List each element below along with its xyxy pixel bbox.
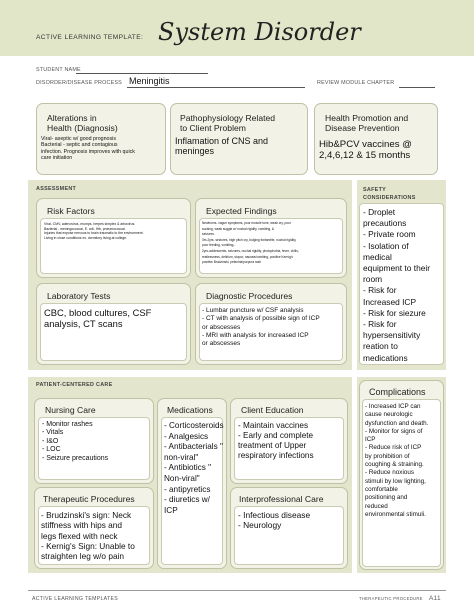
safety-text: - Droplet precautions - Private room - Isolation of medical equipment to their room - Risk for Increased ICP - Risk for siezure - Risk for hypersensitivity reation to medications	[363, 207, 431, 363]
pathophysiology-card	[170, 103, 308, 175]
safety-label: SAFETY CONSIDERATIONS	[363, 187, 416, 201]
alterations-card	[36, 103, 166, 175]
health-promotion-title: Health Promotion and Disease Prevention	[325, 113, 409, 133]
risk-factors-text: Viral- CMV, adenovirus, mumps, herpes simplex & arbovirus. Bacterial - meningococcal, E. coli, Hib, pneumococcal. Injuries that expose nervous to brain traumatic to the environment. Living in close conditions ex. dormitory living at college.	[44, 222, 144, 240]
alterations-text: Viral- aseptic w/ good prognosis Bacterial - septic and contagious infection. Prognosis improves with quick care initiation	[41, 136, 135, 161]
therapeutic-procedures-box	[38, 506, 150, 565]
diagnostic-procedures-box	[199, 303, 343, 361]
student-name-field[interactable]	[76, 73, 208, 74]
complications-card	[359, 380, 444, 570]
footer-divider	[28, 590, 446, 591]
interprofessional-care-card	[230, 487, 348, 569]
therapeutic-procedures-title: Therapeutic Procedures	[43, 494, 135, 504]
template-title: System Disorder	[158, 18, 361, 46]
diagnostic-procedures-title: Diagnostic Procedures	[206, 291, 293, 301]
nursing-care-box	[38, 417, 150, 480]
complications-title: Complications	[369, 387, 426, 397]
risk-factors-box	[40, 218, 187, 274]
client-education-text: - Maintain vaccines - Early and complete treatment of Upper respiratory infections	[238, 421, 314, 460]
health-promotion-text: Hib&PCV vaccines @ 2,4,6,12 & 15 months	[319, 139, 412, 161]
health-promotion-card	[314, 103, 438, 175]
diagnostic-procedures-card	[195, 283, 347, 365]
template-label: ACTIVE LEARNING TEMPLATE:	[36, 34, 144, 41]
laboratory-tests-box	[40, 303, 187, 361]
safety-section	[357, 180, 446, 370]
therapeutic-procedures-card	[34, 487, 154, 569]
nursing-care-title: Nursing Care	[45, 405, 96, 415]
safety-box	[359, 203, 444, 365]
footer-right: THERAPEUTIC PROCEDURE	[359, 596, 423, 601]
expected-findings-title: Expected Findings	[206, 206, 277, 216]
assessment-label: ASSESSMENT	[36, 186, 77, 192]
disorder-label: DISORDER/DISEASE PROCESS	[36, 80, 122, 86]
student-name-label: STUDENT NAME	[36, 67, 81, 73]
medications-box	[161, 417, 223, 565]
medications-title: Medications	[167, 405, 213, 415]
chapter-field[interactable]	[399, 87, 435, 88]
diagnostic-procedures-text: - Lumbar puncture w/ CSF analysis - CT with analysis of possible sign of ICP or abscesses - MRI with analysis for increased ICP or abscesses	[202, 307, 320, 348]
expected-findings-card	[195, 198, 347, 278]
risk-factors-title: Risk Factors	[47, 206, 95, 216]
client-education-box	[234, 417, 344, 480]
chapter-label: REVIEW MODULE CHAPTER	[317, 80, 395, 86]
complications-text: - Increased ICP can cause neurologic dysfunction and death. - Monitor for signs of ICP - Reduce risk of ICP by prohibition of coughing & straining. - Reduce noxious stimuli by low lighting, comfortable positioning and reduced environmental stimuli.	[365, 403, 429, 518]
laboratory-tests-title: Laboratory Tests	[47, 291, 111, 301]
pathophysiology-title: Pathophysiology Related to Client Problem	[180, 113, 276, 133]
pathophysiology-text: Inflamation of CNS and meninges	[175, 136, 269, 156]
medications-card	[157, 398, 227, 569]
alterations-title: Alterations in Health (Diagnosis)	[47, 113, 118, 133]
interprofessional-care-box	[234, 506, 344, 565]
complications-box	[362, 399, 441, 567]
client-education-title: Client Education	[241, 405, 304, 415]
footer-left: ACTIVE LEARNING TEMPLATES	[32, 596, 119, 602]
medications-text: - Corticosteroids - Analgesics - Antibacterials " non-viral" - Antibiotics " Non-viral" - antipyretics - diuretics w/ ICP	[164, 421, 224, 515]
interprofessional-care-title: Interprofessional Care	[239, 494, 324, 504]
nursing-care-card	[34, 398, 154, 484]
risk-factors-card	[36, 198, 191, 278]
patient-centered-care-section	[28, 377, 352, 573]
complications-section	[357, 377, 446, 573]
client-education-card	[230, 398, 348, 484]
laboratory-tests-card	[36, 283, 191, 365]
expected-findings-box	[199, 218, 343, 274]
patient-centered-care-label: PATIENT-CENTERED CARE	[36, 382, 113, 388]
disorder-field[interactable]	[127, 87, 305, 88]
disorder-value: Meningitis	[129, 76, 170, 86]
nursing-care-text: - Monitor rashes - Vitals - I&O - LOC - Seizure precautions	[42, 421, 109, 462]
assessment-section	[28, 180, 352, 370]
interprofessional-care-text: - Infectious disease - Neurology	[238, 510, 311, 531]
therapeutic-procedures-text: - Brudzinski's sign: Neck stiffness with hips and legs flexed with neck - Kernig's Sign: Unable to straighten leg w/o pain	[41, 510, 135, 562]
laboratory-tests-text: CBC, blood cultures, CSF analysis, CT scans	[44, 307, 152, 329]
page-number: A11	[429, 595, 441, 602]
expected-findings-text: Newborns- vague symptoms, poor muscle tone, weak cry, poor sucking, weak suggle w/ nuchal rigidity, vomiting, & seizures. 3m-2yrs- seizures, high pitch cry, bulging fontanelle, nuchal rigidity, poor feeding, vomiting... 2yrs-adolescents- seizures, nuchal rigidity, photophobia, fever, chills, restlessness, delirium, stupor, nausea/vomiting, positive Kernig's positive Brudzinski, petechia/purpura rash	[202, 221, 299, 265]
